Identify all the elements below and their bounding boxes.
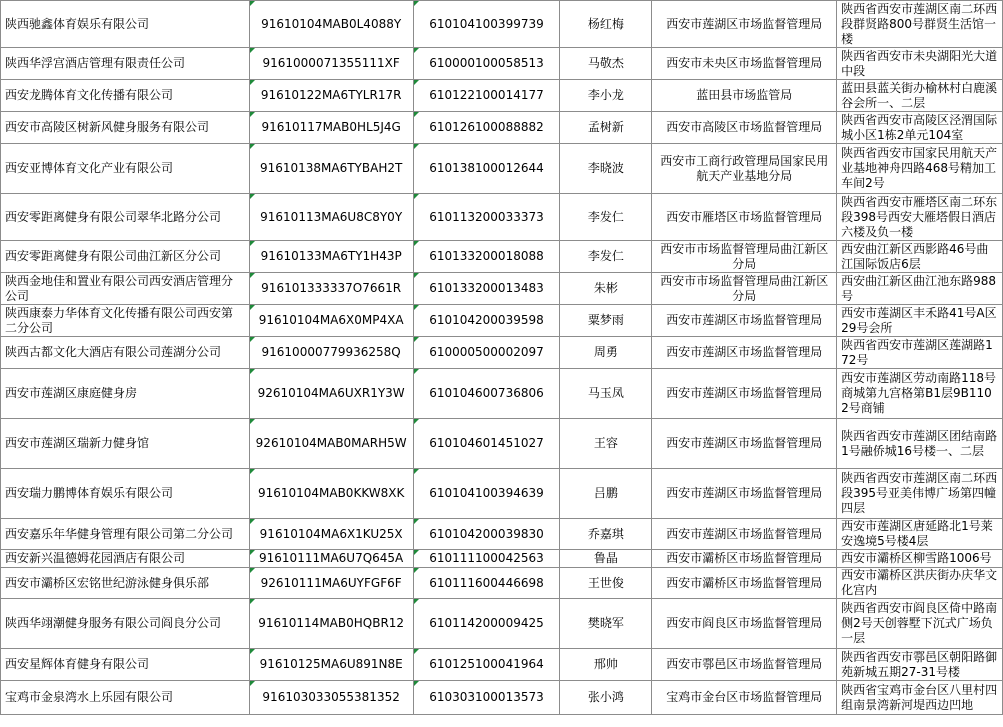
authority-cell[interactable]: 西安市莲湖区市场监督管理局 [652,305,837,337]
credit-code-cell[interactable]: 91610122MA6TYLR17R [249,80,413,112]
legal-representative-cell[interactable]: 粟梦雨 [560,305,652,337]
table-row [1,305,1003,337]
company-name-cell[interactable]: 西安市莲湖区康庭健身房 [1,369,250,419]
address-cell[interactable]: 西安曲江新区曲江池东路988号 [837,273,1003,305]
address-cell[interactable]: 西安曲江新区西影路46号曲江国际饭店6层 [837,241,1003,273]
credit-code-cell[interactable]: 91610138MA6TYBAH2T [249,144,413,194]
authority-cell[interactable]: 西安市未央区市场监督管理局 [652,48,837,80]
company-name-cell[interactable]: 西安市灞桥区宏铭世纪游泳健身俱乐部 [1,568,250,599]
address-cell[interactable]: 陕西省西安市莲湖区南二环西段群贤路800号群贤生活馆一楼 [837,1,1003,48]
legal-representative-cell[interactable]: 周勇 [560,337,652,369]
credit-code-cell[interactable]: 91610000779936258Q [249,337,413,369]
authority-cell[interactable]: 宝鸡市金台区市场监督管理局 [652,681,837,715]
credit-code-cell[interactable]: 91610114MAB0HQBR12 [249,599,413,649]
company-name-cell[interactable]: 陕西华浮宫酒店管理有限责任公司 [1,48,250,80]
table-row [1,144,1003,194]
legal-representative-cell[interactable]: 吕鹏 [560,469,652,519]
registration-number-cell[interactable]: 610104200039830 [413,519,560,550]
legal-representative-cell[interactable]: 马玉凤 [560,369,652,419]
legal-representative-cell[interactable]: 樊晓军 [560,599,652,649]
authority-cell[interactable]: 西安市莲湖区市场监督管理局 [652,469,837,519]
table-row [1,550,1003,568]
address-cell[interactable]: 陕西省西安市鄠邑区朝阳路御苑新城五期27-31号楼 [837,649,1003,681]
table-row [1,48,1003,80]
authority-cell[interactable]: 西安市鄠邑区市场监督管理局 [652,649,837,681]
company-name-cell[interactable]: 西安星辉体育健身有限公司 [1,649,250,681]
authority-cell[interactable]: 西安市高陵区市场监督管理局 [652,112,837,144]
table-row [1,681,1003,715]
credit-code-cell[interactable]: 91610117MAB0HL5J4G [249,112,413,144]
legal-representative-cell[interactable]: 乔嘉琪 [560,519,652,550]
registration-number-cell[interactable]: 610113200033373 [413,194,560,241]
credit-code-cell[interactable]: 91610125MA6U891N8E [249,649,413,681]
credit-code-cell[interactable]: 91610104MAB0KKW8XK [249,469,413,519]
company-name-cell[interactable]: 西安亚博体育文化产业有限公司 [1,144,250,194]
table-row [1,599,1003,649]
credit-code-cell[interactable]: 91610104MA6X0MP4XA [249,305,413,337]
table-row [1,194,1003,241]
address-cell[interactable]: 陕西省西安市高陵区泾渭国际城小区1栋2单元104室 [837,112,1003,144]
table-row [1,273,1003,305]
address-cell[interactable]: 西安市莲湖区劳动南路118号商城第九宫格第B1层9B1102号商铺 [837,369,1003,419]
credit-code-cell[interactable]: 91610104MA6X1KU25X [249,519,413,550]
legal-representative-cell[interactable]: 张小鸿 [560,681,652,715]
company-name-cell[interactable]: 西安瑞力鹏博体育娱乐有限公司 [1,469,250,519]
credit-code-cell[interactable]: 916103033055381352 [249,681,413,715]
table-row [1,369,1003,419]
registration-number-cell[interactable]: 610303100013573 [413,681,560,715]
authority-cell[interactable]: 西安市莲湖区市场监督管理局 [652,337,837,369]
legal-representative-cell[interactable]: 鲁晶 [560,550,652,568]
company-name-cell[interactable]: 西安零距离健身有限公司翠华北路分公司 [1,194,250,241]
address-cell[interactable]: 蓝田县蓝关街办榆林村白鹿溪谷会所一、二层 [837,80,1003,112]
authority-cell[interactable]: 西安市阎良区市场监督管理局 [652,599,837,649]
legal-representative-cell[interactable]: 马敬杰 [560,48,652,80]
table-row [1,519,1003,550]
company-name-cell[interactable]: 西安市莲湖区瑞新力健身馆 [1,419,250,469]
registration-number-cell[interactable]: 610104600736806 [413,369,560,419]
company-name-cell[interactable]: 宝鸡市金泉湾水上乐园有限公司 [1,681,250,715]
credit-code-cell[interactable]: 92610104MAB0MARH5W [249,419,413,469]
address-cell[interactable]: 西安市灞桥区洪庆街办庆华文化宫内 [837,568,1003,599]
legal-representative-cell[interactable]: 王容 [560,419,652,469]
credit-code-cell[interactable]: 916101333337O7661R [249,273,413,305]
legal-representative-cell[interactable]: 朱彬 [560,273,652,305]
table-row [1,241,1003,273]
legal-representative-cell[interactable]: 李晓波 [560,144,652,194]
credit-code-cell[interactable]: 91610133MA6TY1H43P [249,241,413,273]
registration-number-cell[interactable]: 610111600446698 [413,568,560,599]
credit-code-cell[interactable]: 91610104MAB0L4088Y [249,1,413,48]
registration-number-cell[interactable]: 610000500002097 [413,337,560,369]
legal-representative-cell[interactable]: 孟树新 [560,112,652,144]
registration-number-cell[interactable]: 610125100041964 [413,649,560,681]
authority-cell[interactable]: 蓝田县市场监管局 [652,80,837,112]
registration-number-cell[interactable]: 610126100088882 [413,112,560,144]
legal-representative-cell[interactable]: 李发仁 [560,194,652,241]
authority-cell[interactable]: 西安市莲湖区市场监督管理局 [652,419,837,469]
company-name-cell[interactable]: 陕西华翊潮健身服务有限公司阎良分公司 [1,599,250,649]
address-cell[interactable]: 陕西省西安市莲湖区团结南路1号融侨城16号楼一、二层 [837,419,1003,469]
authority-cell[interactable]: 西安市市场监督管理局曲江新区分局 [652,241,837,273]
registration-number-cell[interactable]: 610138100012644 [413,144,560,194]
legal-representative-cell[interactable]: 邢帅 [560,649,652,681]
company-name-cell[interactable]: 陕西古都文化大酒店有限公司莲湖分公司 [1,337,250,369]
registration-number-cell[interactable]: 610133200013483 [413,273,560,305]
address-cell[interactable]: 西安市莲湖区丰禾路41号A区29号会所 [837,305,1003,337]
authority-cell[interactable]: 西安市灞桥区市场监督管理局 [652,568,837,599]
registration-number-cell[interactable]: 610111100042563 [413,550,560,568]
legal-representative-cell[interactable]: 王世俊 [560,568,652,599]
address-cell[interactable]: 陕西省西安市国家民用航天产业基地神舟四路468号精加工车间2号 [837,144,1003,194]
authority-cell[interactable]: 西安市灞桥区市场监督管理局 [652,550,837,568]
address-cell[interactable]: 西安市灞桥区柳雪路1006号 [837,550,1003,568]
credit-code-cell[interactable]: 9161000071355111XF [249,48,413,80]
registration-number-cell[interactable]: 610114200009425 [413,599,560,649]
company-name-cell[interactable]: 西安嘉乐年华健身管理有限公司第二分公司 [1,519,250,550]
credit-code-cell[interactable]: 91610113MA6U8C8Y0Y [249,194,413,241]
credit-code-cell[interactable]: 92610104MA6UXR1Y3W [249,369,413,419]
registration-number-cell[interactable]: 610104100399739 [413,1,560,48]
registration-number-cell[interactable]: 610104601451027 [413,419,560,469]
legal-representative-cell[interactable]: 李小龙 [560,80,652,112]
address-cell[interactable]: 陕西省西安市莲湖区南二环西段395号亚美伟博广场第四幢四层 [837,469,1003,519]
company-name-cell[interactable]: 陕西康泰力华体育文化传播有限公司西安第二分公司 [1,305,250,337]
table-row [1,469,1003,519]
registration-number-cell[interactable]: 610133200018088 [413,241,560,273]
company-name-cell[interactable]: 西安新兴温德姆花园酒店有限公司 [1,550,250,568]
table-row [1,1,1003,48]
table-row [1,80,1003,112]
address-cell[interactable]: 陕西省西安市莲湖区莲湖路172号 [837,337,1003,369]
authority-cell[interactable]: 西安市莲湖区市场监督管理局 [652,369,837,419]
authority-cell[interactable]: 西安市工商行政管理局国家民用航天产业基地分局 [652,144,837,194]
table-row [1,419,1003,469]
authority-cell[interactable]: 西安市雁塔区市场监督管理局 [652,194,837,241]
table-row [1,112,1003,144]
address-cell[interactable]: 陕西省西安市阎良区倚中路南侧2号天创蓉墅下沉式广场负一层 [837,599,1003,649]
company-name-cell[interactable]: 陕西金地佳和置业有限公司西安酒店管理分公司 [1,273,250,305]
table-row [1,649,1003,681]
registration-number-cell[interactable]: 610104200039598 [413,305,560,337]
authority-cell[interactable]: 西安市莲湖区市场监督管理局 [652,519,837,550]
credit-code-cell[interactable]: 92610111MA6UYFGF6F [249,568,413,599]
company-name-cell[interactable]: 西安市高陵区树新风健身服务有限公司 [1,112,250,144]
registration-number-cell[interactable]: 610122100014177 [413,80,560,112]
address-cell[interactable]: 陕西省宝鸡市金台区八里村四组南景湾新河堤西边凹地 [837,681,1003,715]
address-cell[interactable]: 陕西省西安市雁塔区南二环东段398号西安大雁塔假日酒店六楼及负一楼 [837,194,1003,241]
company-name-cell[interactable]: 西安龙腾体育文化传播有限公司 [1,80,250,112]
table-row [1,337,1003,369]
credit-code-cell[interactable]: 91610111MA6U7Q645A [249,550,413,568]
registration-number-cell[interactable]: 610000100058513 [413,48,560,80]
address-cell[interactable]: 陕西省西安市未央湖阳光大道中段 [837,48,1003,80]
legal-representative-cell[interactable]: 李发仁 [560,241,652,273]
authority-cell[interactable]: 西安市市场监督管理局曲江新区分局 [652,273,837,305]
address-cell[interactable]: 西安市莲湖区唐延路北1号莱安逸境5号楼4层 [837,519,1003,550]
company-name-cell[interactable]: 陕西驰鑫体育娱乐有限公司 [1,1,250,48]
legal-representative-cell[interactable]: 杨红梅 [560,1,652,48]
table-row [1,568,1003,599]
company-name-cell[interactable]: 西安零距离健身有限公司曲江新区分公司 [1,241,250,273]
authority-cell[interactable]: 西安市莲湖区市场监督管理局 [652,1,837,48]
registration-number-cell[interactable]: 610104100394639 [413,469,560,519]
